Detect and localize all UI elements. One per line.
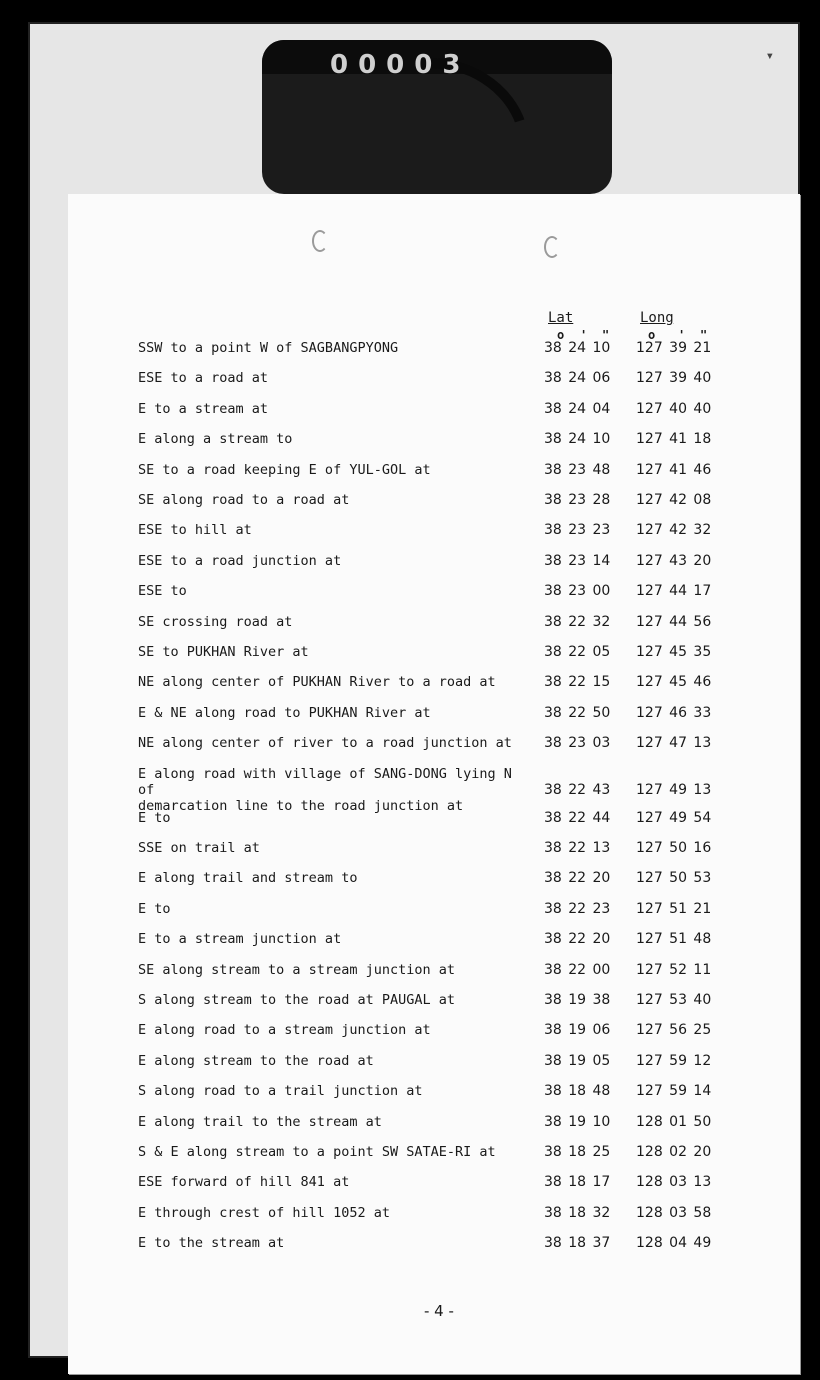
microfilm-frame (28, 22, 800, 1358)
table-row (68, 1174, 800, 1204)
latitude-value: 38 23 00 (544, 583, 611, 600)
longitude-value: 128 03 58 (636, 1204, 712, 1221)
boundary-description: SE to a road keeping E of YUL-GOL at (138, 461, 431, 478)
table-row (68, 370, 800, 400)
table-row (68, 962, 800, 992)
latitude-value: 38 22 15 (544, 674, 611, 691)
latitude-value: 38 22 00 (544, 961, 611, 978)
latitude-value: 38 22 20 (544, 931, 611, 948)
latitude-value: 38 23 48 (544, 461, 611, 478)
longitude-value: 127 59 12 (636, 1052, 712, 1069)
boundary-description: E to (138, 809, 171, 826)
longitude-value: 127 41 46 (636, 461, 712, 478)
table-row (68, 1144, 800, 1174)
latitude-value: 38 18 37 (544, 1235, 611, 1252)
latitude-value: 38 22 05 (544, 644, 611, 660)
table-row (68, 1022, 800, 1052)
boundary-description: SE to PUKHAN River at (138, 644, 309, 660)
boundary-description: E to (138, 900, 171, 917)
boundary-description: S along road to a trail junction at (138, 1083, 423, 1100)
table-row (68, 705, 800, 735)
longitude-value: 127 40 40 (636, 400, 712, 417)
latitude-value: 38 23 23 (544, 522, 611, 539)
boundary-description: ESE to (138, 583, 187, 600)
latitude-value: 38 22 32 (544, 613, 611, 630)
boundary-description: E along trail and stream to (138, 870, 358, 887)
boundary-description: SSW to a point W of SAGBANGPYONG (138, 340, 399, 356)
table-row (68, 1205, 800, 1235)
latitude-value: 38 18 48 (544, 1083, 611, 1100)
table-row (68, 1053, 800, 1083)
table-row (68, 1235, 800, 1265)
longitude-value: 127 59 14 (636, 1083, 712, 1100)
longitude-value: 127 50 16 (636, 840, 712, 856)
table-row (68, 765, 800, 814)
longitude-value: 127 44 56 (636, 613, 712, 630)
table-row (68, 553, 800, 583)
longitude-value: 127 42 08 (636, 492, 712, 508)
boundary-description: E & NE along road to PUKHAN River at (138, 704, 431, 721)
table-row (68, 522, 800, 552)
longitude-value: 127 44 17 (636, 583, 712, 600)
frame-number: 00003 (330, 50, 471, 80)
latitude-value: 38 24 10 (544, 340, 611, 356)
document-page (68, 194, 800, 1374)
latitude-value: 38 23 14 (544, 552, 611, 569)
latitude-value: 38 18 25 (544, 1144, 611, 1160)
latitude-value: 38 23 03 (544, 735, 611, 752)
unit-degree: o (648, 328, 656, 342)
boundary-description: SE crossing road at (138, 613, 293, 630)
latitude-value: 38 19 06 (544, 1022, 611, 1039)
boundary-description: E along a stream to (138, 431, 293, 448)
latitude-value: 38 22 20 (544, 870, 611, 887)
boundary-description: E along road to a stream junction at (138, 1022, 431, 1039)
table-row (68, 810, 800, 840)
longitude-value: 128 03 13 (636, 1174, 712, 1191)
table-row (68, 674, 800, 704)
boundary-description: SE along road to a road at (138, 492, 350, 508)
long-header: Long (640, 310, 674, 326)
table-row (68, 870, 800, 900)
table-row (68, 401, 800, 431)
latitude-value: 38 22 43 (544, 781, 611, 798)
latitude-value: 38 19 05 (544, 1052, 611, 1069)
longitude-value: 127 39 40 (636, 370, 712, 387)
latitude-value: 38 18 17 (544, 1174, 611, 1191)
longitude-value: 127 46 33 (636, 704, 712, 721)
lat-header: Lat (548, 310, 574, 326)
latitude-value: 38 24 04 (544, 400, 611, 417)
latitude-value: 38 18 32 (544, 1204, 611, 1221)
table-row (68, 644, 800, 674)
unit-second: " (602, 328, 610, 342)
table-row (68, 492, 800, 522)
latitude-value: 38 22 13 (544, 840, 611, 856)
boundary-description: ESE to a road junction at (138, 552, 342, 569)
boundary-description: NE along center of river to a road junction at (138, 735, 512, 752)
boundary-description: E through crest of hill 1052 at (138, 1204, 390, 1221)
longitude-value: 127 49 54 (636, 809, 712, 826)
longitude-value: 127 42 32 (636, 522, 712, 539)
unit-minute: ' (678, 328, 686, 342)
unit-minute: ' (580, 328, 588, 342)
boundary-description: S & E along stream to a point SW SATAE-RI at (138, 1144, 496, 1160)
punch-hole (312, 230, 328, 252)
longitude-value: 127 45 46 (636, 674, 712, 691)
boundary-description: E along stream to the road at (138, 1052, 374, 1069)
table-row (68, 901, 800, 931)
boundary-description: E to the stream at (138, 1235, 285, 1252)
table-row (68, 992, 800, 1022)
longitude-value: 127 51 48 (636, 931, 712, 948)
longitude-value: 127 51 21 (636, 900, 712, 917)
longitude-value: 127 39 21 (636, 340, 712, 356)
longitude-value: 127 43 20 (636, 552, 712, 569)
boundary-description: ESE to a road at (138, 370, 269, 387)
latitude-value: 38 19 10 (544, 1113, 611, 1130)
longitude-value: 127 41 18 (636, 431, 712, 448)
table-row (68, 1114, 800, 1144)
boundary-description: S along stream to the road at PAUGAL at (138, 992, 455, 1008)
longitude-value: 127 53 40 (636, 992, 712, 1008)
boundary-description: ESE forward of hill 841 at (138, 1174, 350, 1191)
latitude-value: 38 19 38 (544, 992, 611, 1008)
boundary-description: E along trail to the stream at (138, 1113, 382, 1130)
longitude-value: 127 49 13 (636, 781, 712, 798)
table-row (68, 735, 800, 765)
latitude-value: 38 22 50 (544, 704, 611, 721)
table-row (68, 340, 800, 370)
boundary-description: E along road with village of SANG-DONG lying N of demarcation line to the road junction at (138, 765, 512, 814)
boundary-description: SE along stream to a stream junction at (138, 961, 455, 978)
table-row (68, 614, 800, 644)
longitude-value: 127 56 25 (636, 1022, 712, 1039)
boundary-description: E to a stream at (138, 400, 269, 417)
longitude-value: 128 01 50 (636, 1113, 712, 1130)
latitude-value: 38 24 10 (544, 431, 611, 448)
page-number: - 4 - (424, 1302, 454, 1320)
table-row (68, 931, 800, 961)
latitude-value: 38 22 23 (544, 900, 611, 917)
boundary-description: E to a stream junction at (138, 931, 342, 948)
table-row (68, 431, 800, 461)
longitude-value: 128 04 49 (636, 1235, 712, 1252)
longitude-value: 127 52 11 (636, 961, 712, 978)
longitude-value: 127 50 53 (636, 870, 712, 887)
boundary-description: NE along center of PUKHAN River to a road at (138, 674, 496, 691)
table-row (68, 462, 800, 492)
latitude-value: 38 23 28 (544, 492, 611, 508)
latitude-value: 38 24 06 (544, 370, 611, 387)
latitude-value: 38 22 44 (544, 809, 611, 826)
punch-hole (544, 236, 560, 258)
unit-degree: o (557, 328, 565, 342)
longitude-value: 128 02 20 (636, 1144, 712, 1160)
longitude-value: 127 45 35 (636, 644, 712, 660)
boundary-description: ESE to hill at (138, 522, 252, 539)
unit-second: " (700, 328, 708, 342)
corner-mark: ▾ (765, 48, 774, 64)
table-row (68, 840, 800, 870)
table-row (68, 1083, 800, 1113)
table-row (68, 583, 800, 613)
longitude-value: 127 47 13 (636, 735, 712, 752)
boundary-description: SSE on trail at (138, 840, 260, 856)
